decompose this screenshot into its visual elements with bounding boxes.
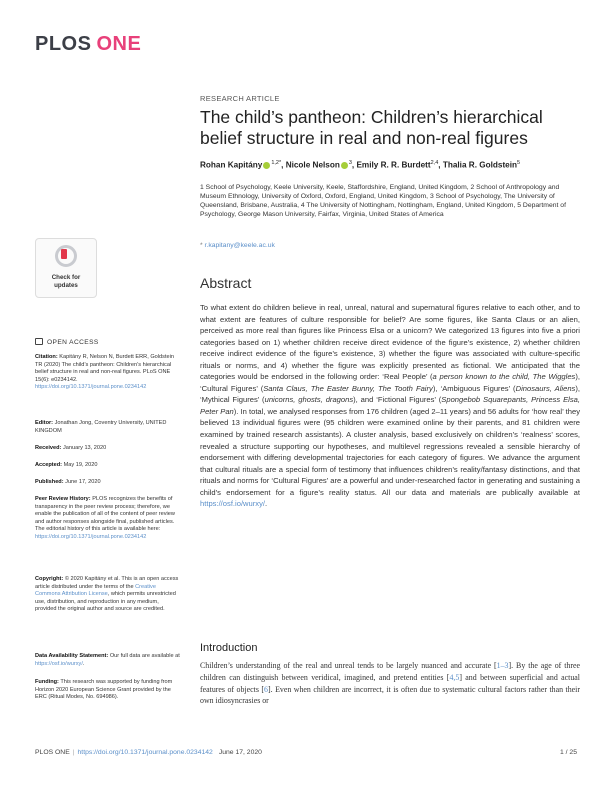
author-affiliation-sup: 3 [348,160,352,166]
article-type-label: RESEARCH ARTICLE [200,94,280,103]
sidebar-editor [35,420,180,435]
published-date: June 17, 2020 [63,479,101,485]
abstract-italic: Santa Claus, The Easter Bunny, The Tooth Fairy [263,383,433,393]
abstract-italic: unicorns, ghosts, dragons [264,395,354,405]
published-label: Published: [35,479,64,485]
abstract-text: ), ‘Ambiguous Figures’ ( [432,383,516,393]
sidebar-received [35,445,180,453]
check-for-updates-badge[interactable] [35,238,97,298]
abstract-text: ), ‘Cultural Figures’ ( [200,372,580,393]
citation-text: Kapitány R, Nelson N, Burdett ERR, Goldstein TR (2020) The child’s pantheon: Children’s hierarchical belief structure in real and non-real figures. PLoS ONE 15(6): e0234142. [35,354,174,383]
abstract-italic: Spongebob Squarepants, Princess Elsa, Peter Pan [200,395,581,416]
page-number: 1 / 25 [559,749,577,756]
funding-label: Funding: [35,679,59,685]
badge-line2: updates [54,282,78,289]
abstract-data-link[interactable]: https://osf.io/wurxy/ [200,499,265,509]
received-label: Received: [35,445,62,451]
orcid-icon[interactable] [263,162,270,169]
citation-doi-link[interactable]: https://doi.org/10.1371/journal.pone.0234142 [35,384,147,390]
orcid-icon[interactable] [341,162,348,169]
email-link[interactable]: r.kapitany@keele.ac.uk [204,242,275,249]
abstract-italic: Dinosaurs, Aliens [515,383,576,393]
abstract-text: ), and ‘Fictional Figures’ ( [353,395,442,405]
journal-logo-one: ONE [96,33,142,55]
sidebar-copyright [35,576,180,614]
peer-review-label: Peer Review History: [35,496,91,502]
peer-review-text: PLOS recognizes the benefits of transparency in the peer review process; therefore, we enable the publication of all of the content of peer review and author responses alongside final, published articles. The editorial history of this article is available here: [35,496,175,532]
copyright-text: , which permits unrestricted use, distribution, and reproduction in any medium, provided the original author and source are credited. [35,591,176,612]
peer-review-doi-link[interactable]: https://doi.org/10.1371/journal.pone.0234142 [35,533,147,540]
data-availability-label: Data Availability Statement: [35,653,109,659]
author-list: Rohan Kapitány $^{1,2*}$, Nicole Nelson $^3$, Emily R. R. Burdett$^{2,4}$, Thalia R. Goldstein$^5$ [200,160,521,170]
data-link[interactable]: https://osf.io/wurxy/ [35,660,83,667]
received-date: January 13, 2020 [61,445,107,451]
sidebar-peer-review [35,496,180,541]
abstract-text: To what extent do children believe in real, unreal, natural and supernatural figures relative to each other, and to what extent are features of culture responsible for belief? Are some figures, like Santa Claus or an alien, perceived as more real than figures like Princess Elsa or a unicorn? We categorized 13 figures into five a priori categories based on 1) whether children receive direct evidence of the figure’s existence, 2) whether children receive indirect evidence of the figure’s existence, 3) whether the figure was associated with culture-specific rituals or norms, and 4) whether the figure was explicitly presented as fictional. We anticipated that the categories would be endorsed in the following order: ‘Real People’ ( [200,303,580,382]
author-name[interactable]: Nicole Nelson [285,160,340,170]
intro-text: ] and between superficial and actual features of objects [ [200,672,580,694]
affiliations: 1 School of Psychology, Keele University, Keele, Staffordshire, England, United Kingdom, 2 School of Anthropology and Museum Ethnology, University of Oxford, Oxford, England, United Kingdom, 3 School of Psychology, The University of Queensland, Brisbane, Australia, 4 The University of Nottingham, Nottingham, England, United Kingdom, 5 Department of Psychology, George Mason University, Fairfax, Virginia, United States of America [200,184,566,218]
open-access-label [35,337,99,346]
abstract-italic: a person known to the child, The Wiggles [432,372,576,382]
check-updates-bookmark-icon [61,249,67,259]
footer-journal: PLOS ONE [35,749,70,756]
journal-logo [35,33,141,56]
intro-text: Children’s understanding of the real and unreal tends to be largely nuanced and accurate [ [200,661,497,670]
abstract-text: ). In total, we analysed responses from 176 children (aged 2–11 years) and 56 adults for ‘how real’ they believed 13 individual figures were (95 children were examined online by their parents, and 81 children were examined by trained research assistants). A cluster analysis, based exclusively on children’s ‘realness’ scores, revealed a structure supporting our hypotheses, and multilevel regressions revealed a sensible hierarchy of endorsement with differing developmental trajectories for each category of figures. We advance the argument that cultural rituals are a special form of testimony that influences children’s reality/fantasy distinctions, and that rituals and norms for ‘Cultural Figures’ are a powerful and under-researched factor in generating and sustaining a child’s endorsement for a figure’s reality status. All our data and materials are publically available at [200,406,580,497]
intro-text: ]. By the age of three children can distinguish between veridical, imagined, and pretend entities [ [200,661,581,682]
abstract-body [200,302,580,510]
introduction-body [200,660,580,707]
author-affiliation-sup: 1,2 [271,160,279,166]
open-lock-icon [35,338,43,345]
accepted-date: May 19, 2020 [62,462,98,468]
editor-label: Editor: [35,420,54,426]
sidebar-funding [35,679,180,702]
author-name[interactable]: Rohan Kapitány [200,160,263,170]
accepted-label: Accepted: [35,462,63,468]
corresponding-email [200,242,275,249]
citation-label: Citation: [35,354,58,360]
data-availability-text: Our full data are available at [108,653,180,659]
author-affiliation-sup: 2,4 [430,160,439,166]
abstract-heading: Abstract [200,275,252,291]
open-access-text: OPEN ACCESS [47,339,99,346]
intro-text: ]. Even when children are incorrect, it is often due to systematic cultural factors rather than their own idiosyncrasies or [200,684,580,706]
article-title: The child’s pantheon: Children’s hierarchical belief structure in real and non-real figures [200,107,543,148]
author-name[interactable]: Thalia R. Goldstein [442,160,517,170]
citation-ref-link[interactable]: 6 [264,684,268,694]
footer-date: June 17, 2020 [218,749,262,756]
abstract-text: ), ‘Mythical Figures’ ( [200,383,580,405]
editor-text: Jonathan Jong, Coventry University, UNITED KINGDOM [35,420,167,434]
page-footer: PLOS ONE | https://doi.org/10.1371/journal.pone.0234142 June 17, 2020 [35,749,262,756]
journal-logo-plos: PLOS [35,33,92,55]
funding-text: This research was supported by funding from Horizon 2020 European Science Grant provided by the ERC (Ritual Modes, No. 694986). [35,679,173,700]
sidebar-accepted [35,462,180,470]
author-affiliation-sup: 5 [517,160,521,166]
sidebar-data-availability [35,653,180,668]
data-availability-end: . [82,660,85,667]
author-name[interactable]: Emily R. R. Burdett [356,160,431,170]
corresponding-mark: * [278,160,282,166]
badge-line1: Check for [51,274,81,281]
sidebar-published [35,479,180,487]
abstract-end: . [265,499,268,509]
footer-doi-link[interactable]: https://doi.org/10.1371/journal.pone.0234142 [77,749,213,756]
citation-ref-link[interactable]: 4,5 [449,672,460,682]
copyright-label: Copyright: [35,576,64,582]
license-link[interactable]: Creative Commons Attribution License [35,583,156,597]
email-prefix: * [200,242,205,249]
copyright-text: © 2020 Kapitány et al. This is an open access article distributed under the terms of the [35,576,179,590]
sidebar-citation [35,354,180,392]
introduction-heading: Introduction [200,642,258,654]
citation-ref-link[interactable]: 1–3 [496,661,509,670]
